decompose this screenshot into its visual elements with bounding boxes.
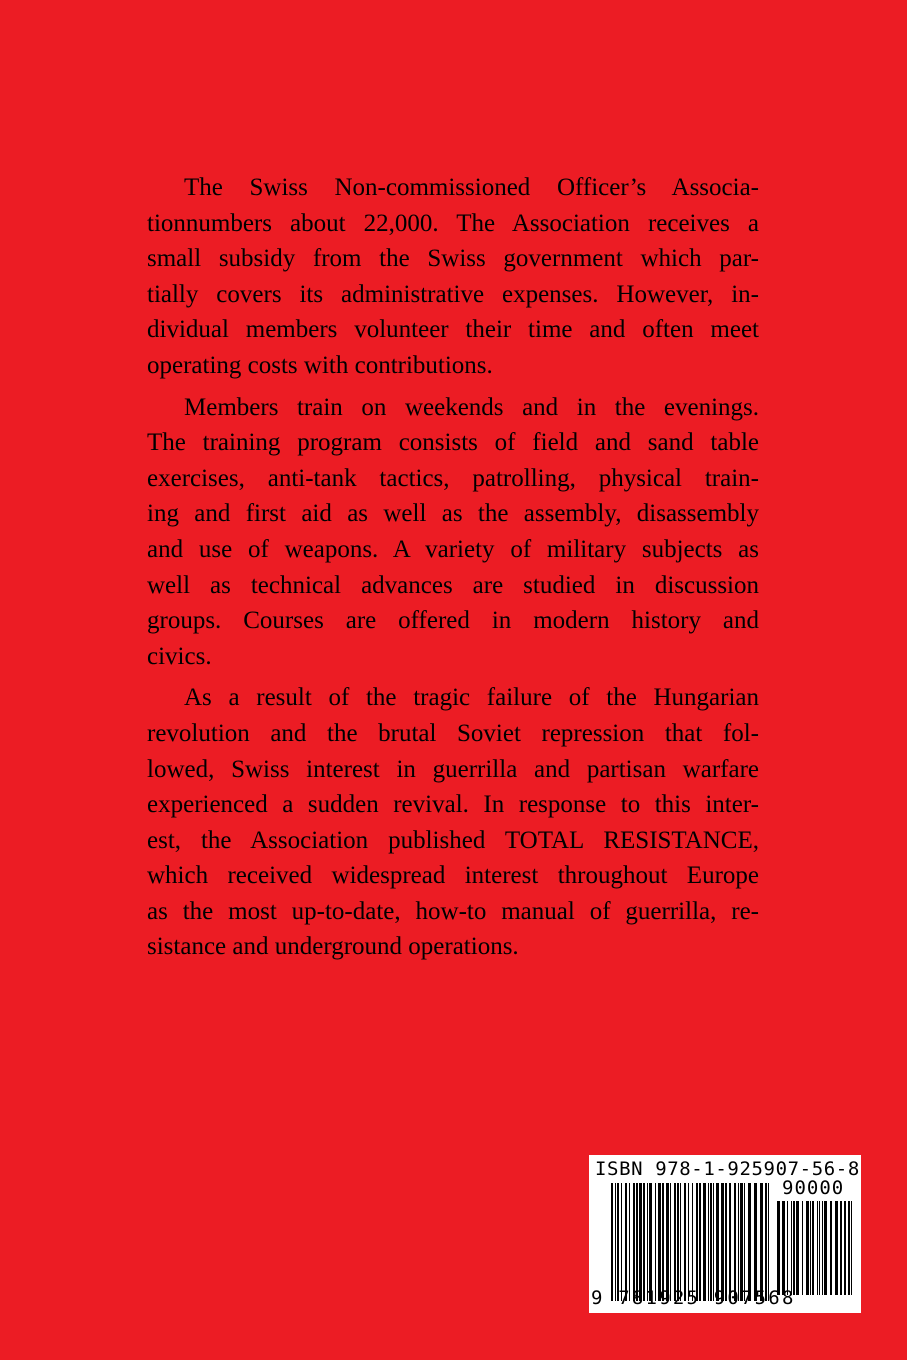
- barcode-bar: [684, 1183, 686, 1301]
- text-line: small subsidy from the Swiss government which par-: [147, 245, 759, 273]
- barcode-bar: [666, 1183, 669, 1301]
- barcode-bar: [636, 1183, 638, 1301]
- text-line: sistance and underground operations.: [147, 933, 519, 961]
- barcode-bar: [708, 1183, 709, 1301]
- barcode-bar: [658, 1183, 661, 1301]
- blurb-paragraph-3: [147, 680, 759, 965]
- barcode-bar: [768, 1183, 769, 1301]
- barcode-bar: [647, 1183, 648, 1301]
- barcode-bar: [615, 1183, 616, 1301]
- text-line: operating costs with contributions.: [147, 351, 493, 379]
- ean-digits: 9 781925 907568: [591, 1287, 796, 1309]
- text-line: well as technical advances are studied in discussion: [147, 571, 759, 599]
- barcode-bar: [713, 1183, 714, 1301]
- barcode-bar: [802, 1201, 803, 1295]
- barcode-bar: [740, 1183, 743, 1301]
- text-line: lowed, Swiss interest in guerrilla and partisan warfare: [147, 755, 759, 783]
- barcode-bar: [674, 1183, 676, 1301]
- text-line: and use of weapons. A variety of military subjects as: [147, 535, 759, 563]
- text-line: experienced a sudden revival. In response to this inter-: [147, 791, 759, 819]
- text-line: tially covers its administrative expenses. However, in-: [147, 280, 759, 308]
- barcode-bar: [734, 1183, 736, 1301]
- barcode-bar: [729, 1183, 731, 1301]
- blurb-text: [147, 170, 759, 971]
- barcode-bar: [649, 1183, 652, 1301]
- isbn-barcode: [589, 1155, 861, 1313]
- blurb-paragraph-2: [147, 390, 759, 675]
- barcode-bar: [791, 1201, 792, 1295]
- barcode-bar: [793, 1201, 795, 1295]
- barcode-bar: [643, 1183, 645, 1301]
- text-line: est, the Association published TOTAL RESISTANCE,: [147, 826, 759, 854]
- barcode-bar: [738, 1183, 739, 1301]
- text-line: dividual members volunteer their time and often meet: [147, 316, 759, 344]
- text-line: The training program consists of field and sand table: [147, 429, 759, 457]
- barcode-bar: [611, 1183, 613, 1301]
- text-line: ing and first aid as well as the assembly, disassembly: [147, 500, 759, 528]
- blurb-paragraph-1: [147, 170, 759, 384]
- barcode-bar: [710, 1183, 712, 1301]
- barcode-bar: [806, 1201, 809, 1295]
- text-line: groups. Courses are offered in modern history and: [147, 607, 759, 635]
- barcode-bar: [662, 1183, 664, 1301]
- barcode-bar: [744, 1183, 745, 1301]
- barcode-bar: [688, 1183, 689, 1301]
- barcode-bar: [782, 1201, 785, 1295]
- barcode-bar: [696, 1183, 698, 1301]
- barcode-bar: [699, 1183, 701, 1301]
- barcode-bar: [787, 1201, 788, 1295]
- barcode-bar: [680, 1183, 681, 1301]
- barcode-bar: [621, 1183, 622, 1301]
- barcode-bar: [633, 1183, 635, 1301]
- text-line: The Swiss Non-commissioned Officer’s Associa-: [184, 174, 759, 201]
- barcode-bar: [765, 1183, 767, 1301]
- barcode-bar: [824, 1201, 827, 1295]
- barcode-bar: [844, 1201, 846, 1295]
- barcode-bar: [721, 1183, 724, 1301]
- barcode-bar: [617, 1183, 619, 1301]
- text-line: revolution and the brutal Soviet repression that fol-: [147, 719, 759, 747]
- text-line: tionnumbers about 22,000. The Association receives a: [147, 209, 759, 237]
- barcode-bar: [625, 1183, 627, 1301]
- barcode-bar: [670, 1183, 671, 1301]
- barcode-bar: [812, 1201, 814, 1295]
- isbn-label: ISBN 978-1-925907-56-8: [595, 1158, 860, 1180]
- barcode-bar: [810, 1201, 811, 1295]
- barcode-bar: [840, 1201, 842, 1295]
- barcode-bar: [760, 1183, 763, 1301]
- text-line: exercises, anti-tank tactics, patrolling, physical train-: [147, 464, 759, 492]
- text-line: as the most up-to-date, how-to manual of guerrilla, re-: [147, 897, 759, 925]
- barcode-bar: [703, 1183, 706, 1301]
- barcode-bar: [754, 1183, 757, 1301]
- barcode-bar: [716, 1183, 719, 1301]
- text-line: As a result of the tragic failure of the Hungarian: [184, 684, 759, 712]
- barcode-bar: [655, 1183, 656, 1301]
- barcode-bar: [629, 1183, 630, 1301]
- barcode-bar: [777, 1201, 780, 1295]
- barcode-bar: [817, 1201, 818, 1295]
- barcode-bar: [639, 1183, 642, 1301]
- barcode-bar: [748, 1183, 751, 1301]
- barcode-bar: [835, 1201, 838, 1295]
- barcode-bar: [848, 1201, 850, 1295]
- text-line: Members train on weekends and in the evenings.: [184, 393, 759, 421]
- barcode-bar: [822, 1201, 823, 1295]
- barcode-bar: [796, 1201, 799, 1295]
- barcode-bar: [819, 1201, 820, 1295]
- text-line: which received widespread interest throughout Europe: [147, 862, 759, 890]
- barcode-bar: [725, 1183, 727, 1301]
- barcode-bar: [677, 1183, 679, 1301]
- text-line: civics.: [147, 642, 212, 670]
- price-code: 90000: [782, 1177, 845, 1199]
- barcode-bar: [692, 1183, 693, 1301]
- barcode-bar: [851, 1201, 852, 1295]
- barcode-bar: [830, 1201, 832, 1295]
